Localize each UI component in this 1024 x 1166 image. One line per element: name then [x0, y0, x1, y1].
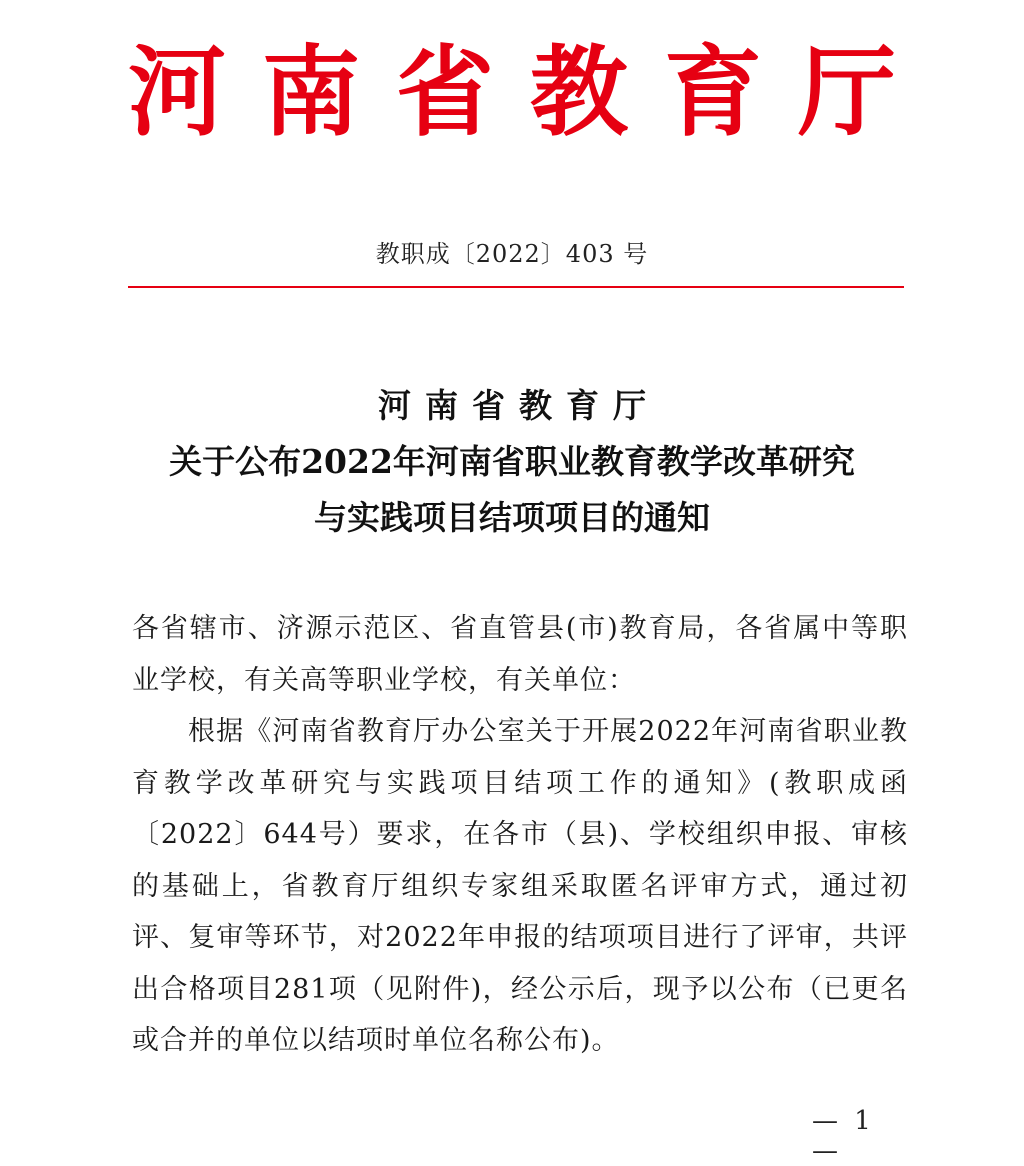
addressee-paragraph: 各省辖市、济源示范区、省直管县(市)教育局，各省属中等职业学校，有关高等职业学校，有关单位： [132, 613, 908, 696]
notice-title-issuer: 河南省教育厅 [378, 386, 660, 425]
notice-title [0, 378, 1024, 546]
notice-title-line-2: 关于公布2022年河南省职业教育教学改革研究 [169, 442, 855, 481]
main-paragraph: 根据《河南省教育厅办公室关于开展2022年河南省职业教育教学改革研究与实践项目结项工作的通知》(教职成函〔2022〕644号）要求，在各市（县)、学校组织申报、审核的基础上，省教育厅组织专家组采取匿名评审方式，通过初评、复审等环节，对2022年申报的结项项目进行了评审，共评出合格项目281项（见附件)，经公示后，现予以公布（已更名或合并的单位以结项时单位名称公布)。 [132, 716, 908, 1056]
masthead-title: 河南省教育厅 [127, 35, 932, 150]
notice-title-line-3: 与实践项目结项项目的通知 [314, 498, 710, 537]
red-divider-line [128, 286, 904, 288]
notice-body [132, 603, 908, 1067]
page-number: — 1 — [812, 1106, 875, 1166]
document-number: 教职成〔2022〕403 号 [375, 240, 649, 268]
